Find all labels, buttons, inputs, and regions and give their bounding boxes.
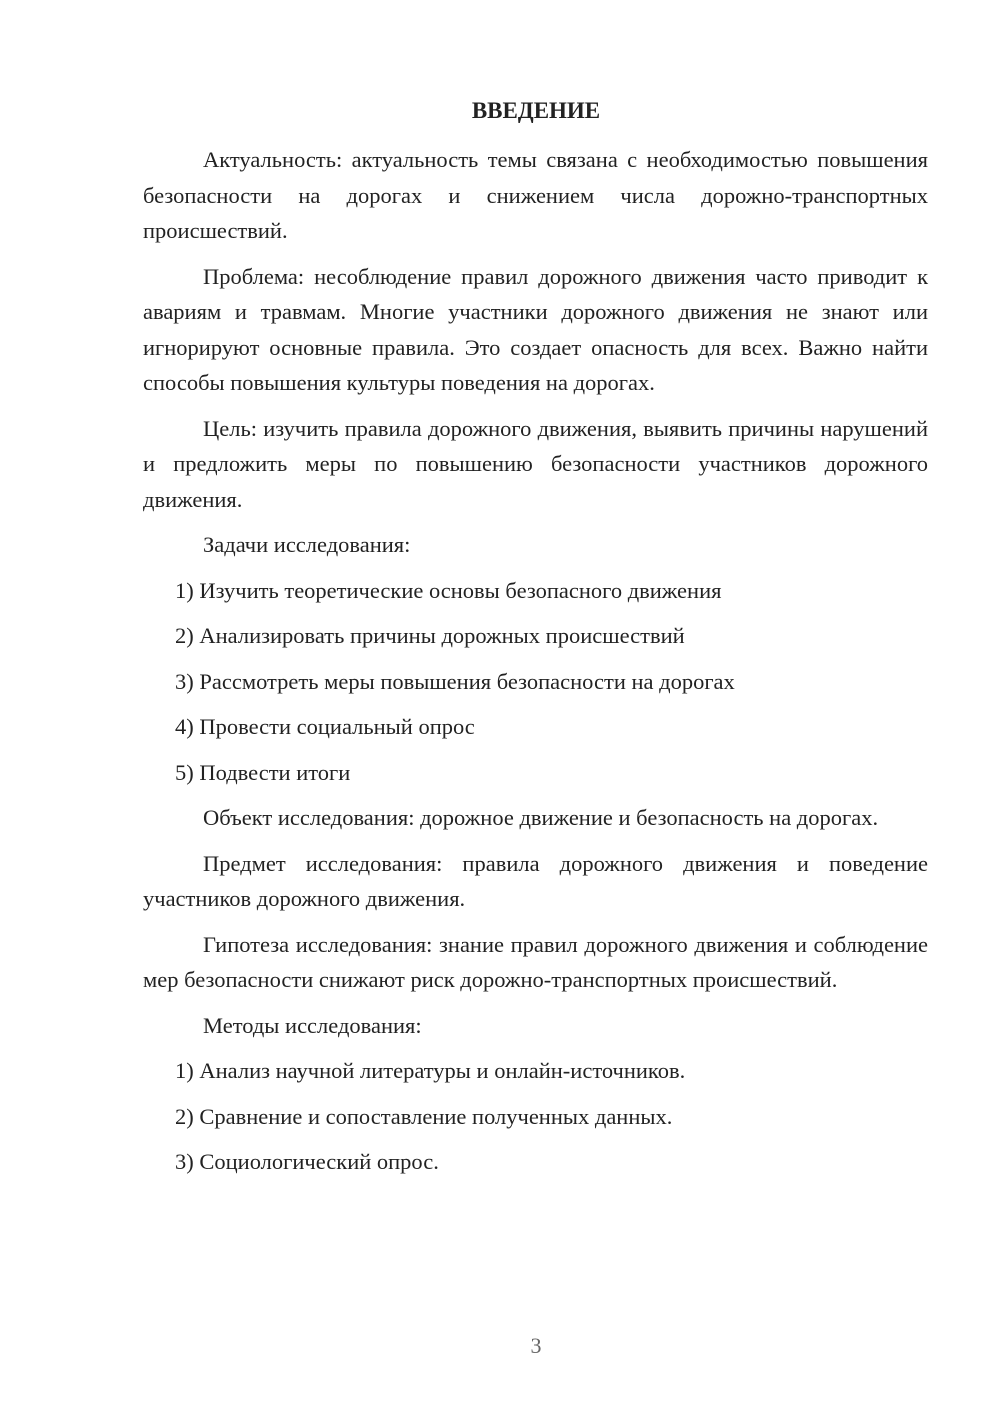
list-item: 1) Изучить теоретические основы безопасного движения [175, 577, 722, 603]
list-item: 1) Анализ научной литературы и онлайн-источников. [175, 1058, 686, 1083]
list-item: 3) Социологический опрос. [175, 1149, 439, 1174]
methods-heading: Методы исследования: [203, 1012, 422, 1038]
page-body [143, 142, 928, 1190]
list-item: 2) Сравнение и сопоставление полученных данных. [175, 1103, 673, 1129]
subject-paragraph: Предмет исследования: правила дорожного движения и поведение участников дорожного движения. [143, 850, 928, 911]
list-item: 3) Рассмотреть меры повышения безопасности на дорогах [175, 668, 735, 694]
list-item: 4) Провести социальный опрос [175, 714, 475, 739]
goal-paragraph: Цель: изучить правила дорожного движения, выявить причины нарушений и предложить меры по повышению безопасности участников дорожного движения. [143, 415, 928, 512]
problem-paragraph: Проблема: несоблюдение правил дорожного движения часто приводит к авариям и травмам. Многие участники дорожного движения не знают или игнорируют основные правила. Это создает опасность для всех. Важно найти способы повышения культуры поведения на дорогах. [143, 263, 928, 395]
list-item: 5) Подвести итоги [175, 759, 351, 785]
object-paragraph: Объект исследования: дорожное движение и безопасность на дорогах. [203, 805, 879, 830]
tasks-heading: Задачи исследования: [203, 532, 411, 557]
hypothesis-paragraph: Гипотеза исследования: знание правил дорожного движения и соблюдение мер безопасности снижают риск дорожно-транспортных происшествий. [143, 931, 928, 992]
page-title: ВВЕДЕНИЕ [471, 98, 601, 123]
methods-list [143, 1053, 928, 1180]
tasks-list [143, 573, 928, 791]
list-item: 2) Анализировать причины дорожных происшествий [175, 623, 685, 648]
page-number: 3 [530, 1333, 542, 1358]
relevance-paragraph: Актуальность: актуальность темы связана с необходимостью повышения безопасности на дорогах и снижением числа дорожно-транспортных происшествий. [143, 147, 928, 243]
